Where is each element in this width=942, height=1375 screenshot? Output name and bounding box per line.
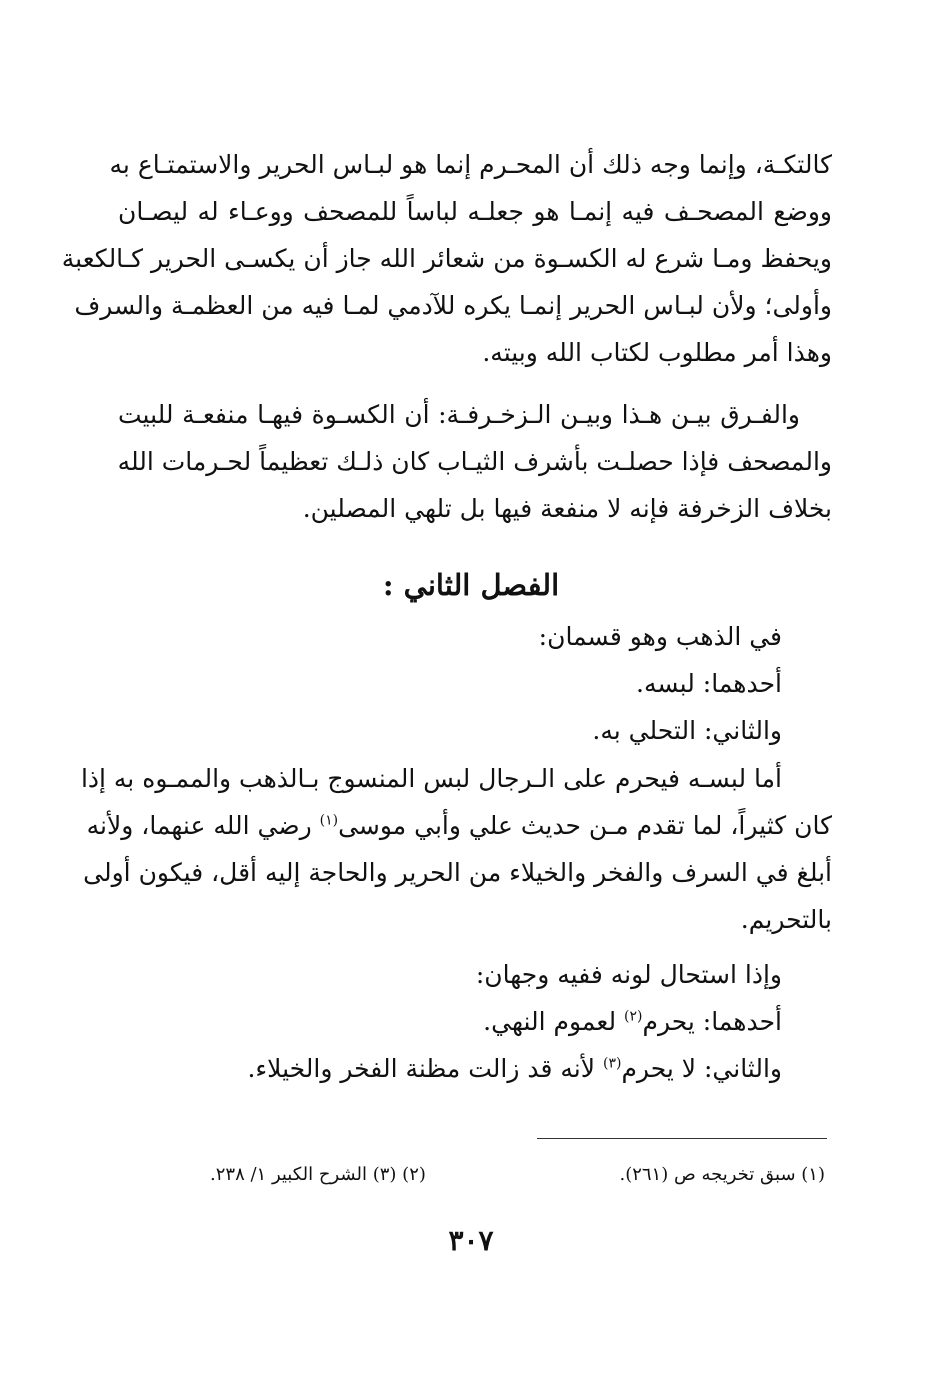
footnotes: [210, 1164, 825, 1192]
text-segment: أحدهما: يحرم: [642, 1007, 782, 1036]
text-line: والثاني: التحلي به.: [592, 716, 782, 745]
footnote-mark: (١): [319, 812, 339, 829]
footnote-1: (١) سبق تخريجه ص (٢٦١).: [619, 1164, 825, 1185]
footnote-mark: (٢): [624, 1008, 643, 1025]
footnote-2-3: (٢) (٣) الشرح الكبير ١/ ٢٣٨.: [210, 1164, 426, 1185]
text-segment: كان كثيراً، لما تقدم مـن حديث علي وأبي موسى: [338, 811, 832, 840]
text-segment: رضي الله عنهما، ولأنه: [86, 811, 312, 840]
text-line: والفـرق بيـن هـذا وبيـن الـزخـرفـة: أن الكسـوة فيهـا منفعـة للبيت: [118, 400, 800, 429]
paragraph-5: [118, 960, 782, 1110]
page-number: ٣٠٧: [448, 1224, 494, 1257]
section-heading: الفصل الثاني :: [382, 568, 560, 602]
text-line: بخلاف الزخرفة فإنه لا منفعة فيها بل تلهي المصلين.: [302, 494, 832, 523]
text-line: وأولى؛ ولأن لبـاس الحرير إنمـا يكره للآدمي لمـا فيه من العظمـة والسرف: [74, 291, 832, 320]
text-line: أحدهما: لبسه.: [636, 669, 782, 698]
text-line: والمصحف فإذا حصلـت بأشرف الثيـاب كان ذلـك تعظيماً لحـرمات الله: [117, 447, 832, 476]
footnote-mark: (٣): [602, 1055, 622, 1072]
text-line: ويحفظ ومـا شرع له الكسـوة من شعائر الله جاز أن يكسـى الحرير كـالكعبة: [61, 244, 832, 273]
text-segment: لأنه قد زالت مظنة الفخر والخيلاء.: [247, 1054, 596, 1083]
paragraph-3: [118, 622, 782, 762]
text-segment: والثاني: لا يحرم: [621, 1054, 782, 1083]
text-line: بالتحريم.: [740, 905, 832, 934]
text-line: [483, 1007, 782, 1036]
paragraph-1: [61, 150, 832, 390]
text-line: وهذا أمر مطلوب لكتاب الله وبيته.: [482, 338, 832, 367]
text-line: [247, 1054, 782, 1083]
text-line: كالتكـة، وإنما وجه ذلك أن المحـرم إنما هو لبـاس الحرير والاستمتـاع به: [109, 150, 832, 179]
text-line: أبلغ في السرف والفخر والخيلاء من الحرير والحاجة إليه أقل، فيكون أولى: [83, 858, 832, 887]
text-line: في الذهب وهو قسمان:: [538, 622, 782, 651]
text-line: [86, 811, 832, 840]
paragraph-4: [80, 764, 832, 954]
text-line: ووضع المصحـف فيه إنمـا هو جعلـه لباساً للمصحف ووعـاء له ليصـان: [118, 197, 832, 226]
text-line: وإذا استحال لونه ففيه وجهان:: [475, 960, 782, 989]
text-segment: لعموم النهي.: [483, 1007, 617, 1036]
paragraph-2: [118, 400, 832, 550]
text-line: أما لبسـه فيحرم على الـرجال لبس المنسوج بـالذهب والممـوه به إذا: [80, 764, 782, 793]
footnote-separator: [537, 1138, 827, 1139]
